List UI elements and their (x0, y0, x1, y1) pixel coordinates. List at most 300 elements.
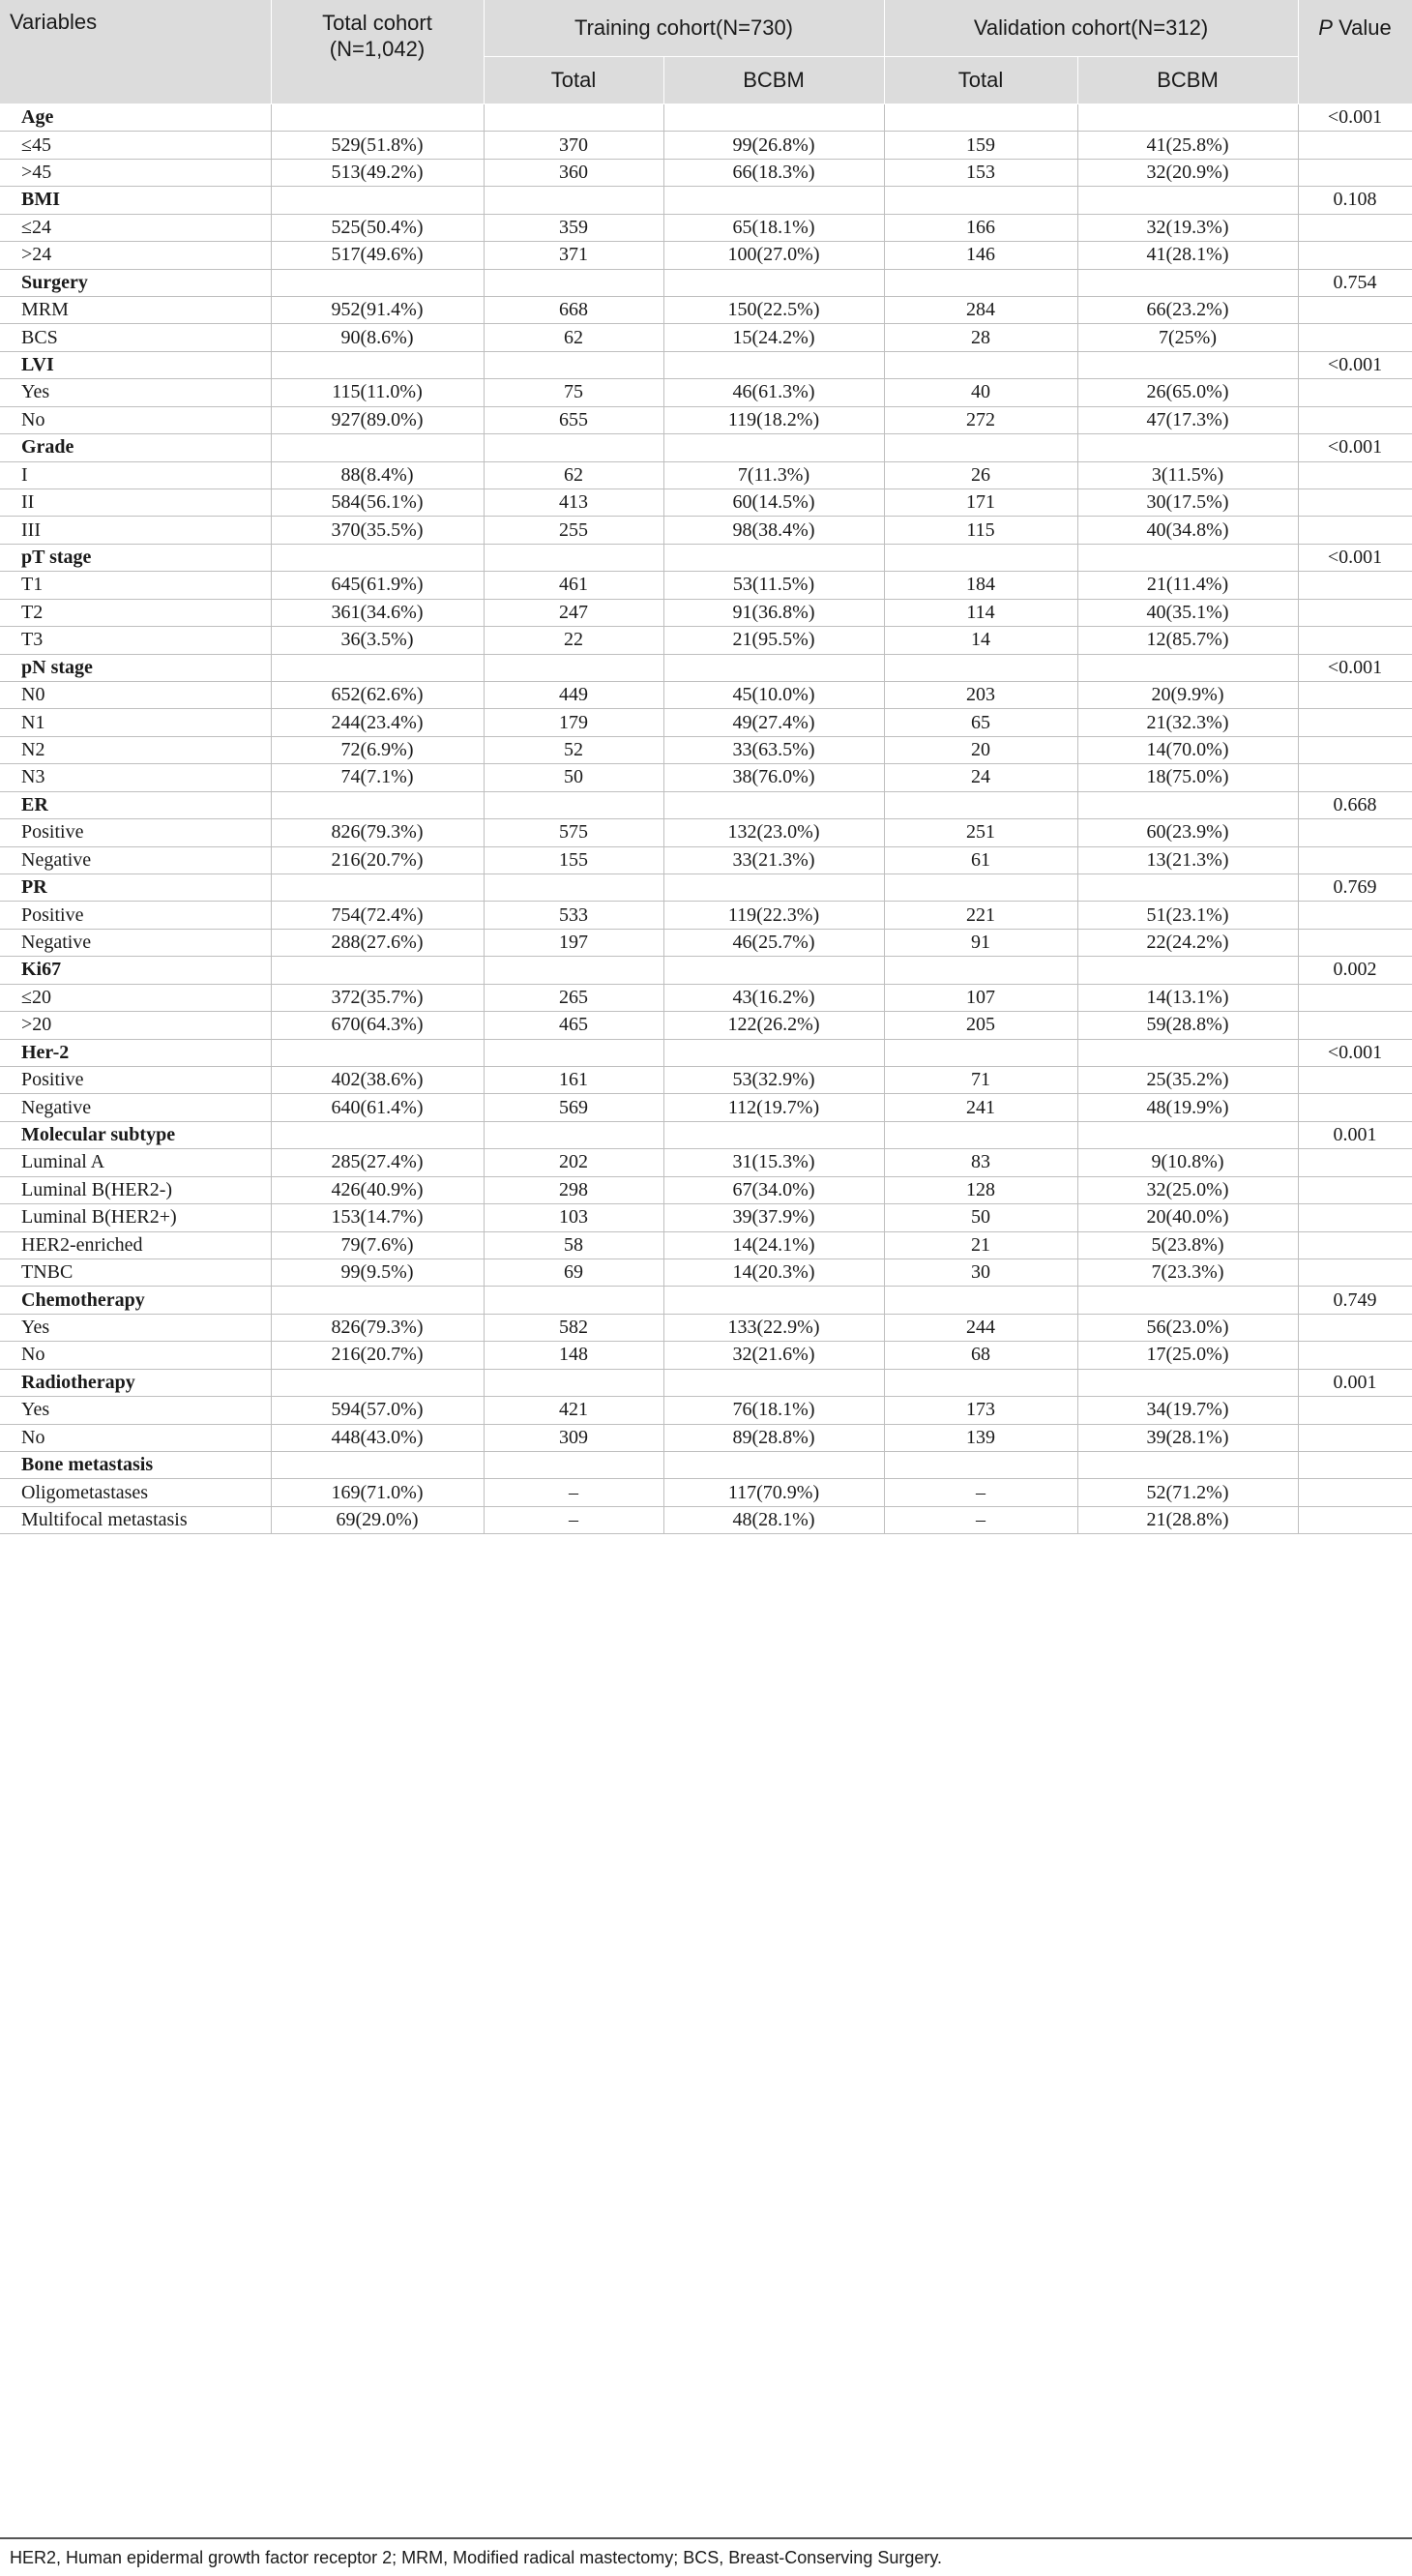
column-divider (484, 104, 485, 1534)
table-cell (884, 1040, 1077, 1066)
table-cell (1298, 1507, 1412, 1533)
table-cell (484, 1452, 663, 1478)
cell-text: 50 (971, 1206, 990, 1229)
cell-text: 74(7.1%) (340, 766, 414, 788)
cell-text: 50 (564, 766, 583, 788)
table-cell (663, 489, 884, 516)
cell-text: 203 (966, 684, 995, 706)
table-cell (1298, 297, 1412, 323)
cell-text: Positive (21, 1069, 84, 1091)
table-cell (663, 407, 884, 433)
table-cell (1077, 518, 1298, 544)
table-cell (884, 545, 1077, 571)
cell-text: 26 (971, 463, 990, 486)
table-row (0, 1232, 1412, 1259)
header-total-cohort (271, 0, 484, 104)
table-row (0, 1204, 1412, 1231)
table-cell (884, 187, 1077, 213)
header-training-cohort-text: Training cohort(N=730) (574, 15, 793, 40)
table-cell (884, 1425, 1077, 1451)
table-cell (271, 600, 484, 626)
table-cell (1298, 1342, 1412, 1368)
cell-text: 62 (564, 463, 583, 486)
table-row (0, 1012, 1412, 1039)
table-cell (884, 407, 1077, 433)
table-cell (663, 242, 884, 268)
header-validation-cohort-text: Validation cohort(N=312) (973, 15, 1209, 40)
table-cell (484, 1315, 663, 1341)
table-cell (0, 1095, 271, 1121)
table-cell (663, 434, 884, 460)
cell-text: 66(18.3%) (732, 162, 815, 184)
header-divider (484, 0, 485, 104)
cell-text: 155 (559, 848, 588, 871)
table-cell (0, 819, 271, 845)
cell-text: 39(37.9%) (732, 1206, 815, 1229)
table-cell (1298, 215, 1412, 241)
cell-text: <0.001 (1327, 436, 1383, 459)
table-cell (271, 1480, 484, 1506)
cell-text: 99(26.8%) (732, 133, 815, 156)
table-cell (0, 655, 271, 681)
cell-text: 927(89.0%) (331, 408, 424, 430)
cell-text: N1 (21, 711, 45, 733)
table-cell (484, 352, 663, 378)
table-cell (1298, 1370, 1412, 1396)
table-row (0, 1259, 1412, 1287)
cell-text: 161 (559, 1069, 588, 1091)
table-cell (1077, 682, 1298, 708)
table-cell (0, 1149, 271, 1175)
cell-text: 0.749 (1333, 1288, 1377, 1311)
header-divider (1298, 0, 1299, 104)
cell-text: ≤45 (21, 133, 51, 156)
cell-text: 652(62.6%) (331, 684, 424, 706)
cell-text: – (976, 1509, 985, 1531)
table-cell (884, 682, 1077, 708)
table-cell (1298, 874, 1412, 901)
table-cell (1077, 764, 1298, 790)
table-cell (0, 627, 271, 653)
table-cell (1077, 132, 1298, 158)
table-cell (1298, 1315, 1412, 1341)
table-cell (1077, 104, 1298, 131)
table-cell (271, 1149, 484, 1175)
table-cell (884, 1288, 1077, 1314)
table-section-row (0, 1452, 1412, 1479)
cell-text: pT stage (21, 547, 92, 569)
cell-text: No (21, 1344, 45, 1366)
table-cell (1077, 1177, 1298, 1203)
table-section-row (0, 1040, 1412, 1067)
table-row (0, 985, 1412, 1012)
table-cell (271, 242, 484, 268)
table-cell (1298, 847, 1412, 873)
cell-text: 513(49.2%) (331, 162, 424, 184)
table-cell (663, 1232, 884, 1258)
table-cell (1077, 270, 1298, 296)
table-cell (1077, 1397, 1298, 1423)
table-cell (484, 1067, 663, 1093)
cell-text: 645(61.9%) (331, 574, 424, 596)
cell-text: N0 (21, 684, 45, 706)
cell-text: 22(24.2%) (1146, 932, 1229, 954)
header-validation-total (884, 57, 1077, 104)
table-row (0, 627, 1412, 654)
header-training-bcbm-text: BCBM (743, 68, 805, 92)
cell-text: 166 (966, 216, 995, 238)
table-cell (484, 819, 663, 845)
table-cell (663, 792, 884, 818)
table-cell (884, 379, 1077, 405)
cell-text: 153 (966, 162, 995, 184)
table-cell (271, 985, 484, 1011)
cell-text: 184 (966, 574, 995, 596)
table-cell (0, 297, 271, 323)
table-cell (884, 1232, 1077, 1258)
table-cell (1298, 1067, 1412, 1093)
table-row (0, 1342, 1412, 1369)
cell-text: 0.108 (1333, 189, 1377, 211)
header-p-rest: Value (1332, 15, 1392, 40)
table-cell (271, 132, 484, 158)
cell-text: Luminal B(HER2+) (21, 1206, 177, 1229)
cell-text: 53(32.9%) (732, 1069, 815, 1091)
table-cell (271, 297, 484, 323)
header-validation-bcbm (1077, 57, 1298, 104)
table-row (0, 160, 1412, 187)
table-cell (663, 764, 884, 790)
cell-text: 49(27.4%) (732, 711, 815, 733)
cell-text: Oligometastases (21, 1481, 149, 1503)
table-cell (663, 1507, 884, 1533)
table-cell (484, 627, 663, 653)
table-cell (484, 1288, 663, 1314)
table-cell (1298, 1012, 1412, 1038)
table-cell (0, 1480, 271, 1506)
table-cell (663, 1342, 884, 1368)
header-training-bcbm (663, 57, 884, 104)
cell-text: 173 (966, 1399, 995, 1421)
cell-text: 146 (966, 244, 995, 266)
table-cell (0, 903, 271, 929)
cell-text: N2 (21, 739, 45, 761)
cell-text: 288(27.6%) (331, 932, 424, 954)
table-cell (271, 1425, 484, 1451)
table-cell (1077, 1095, 1298, 1121)
table-section-row (0, 957, 1412, 984)
cell-text: 71 (971, 1069, 990, 1091)
cell-text: 25(35.2%) (1146, 1069, 1229, 1091)
cell-text: 14(24.1%) (732, 1233, 815, 1256)
cell-text: 150(22.5%) (727, 299, 820, 321)
table-cell (484, 242, 663, 268)
cell-text: 41(25.8%) (1146, 133, 1229, 156)
table-cell (1077, 1122, 1298, 1148)
header-p-value (1298, 0, 1412, 56)
cell-text: 582 (559, 1317, 588, 1339)
table-cell (484, 847, 663, 873)
table-cell (484, 764, 663, 790)
table-cell (1298, 545, 1412, 571)
table-cell (271, 1507, 484, 1533)
cell-text: 32(25.0%) (1146, 1178, 1229, 1200)
cell-text: Age (21, 106, 54, 129)
table-cell (663, 737, 884, 763)
cell-text: 216(20.7%) (331, 1344, 424, 1366)
table-row (0, 132, 1412, 159)
cell-text: 584(56.1%) (331, 491, 424, 514)
table-cell (1077, 462, 1298, 489)
cell-text: Bone metastasis (21, 1454, 154, 1476)
header-divider (271, 0, 272, 104)
table-cell (484, 1342, 663, 1368)
cell-text: 670(64.3%) (331, 1014, 424, 1036)
table-cell (0, 352, 271, 378)
table-cell (1298, 572, 1412, 598)
table-cell (884, 1095, 1077, 1121)
table-row (0, 737, 1412, 764)
table-cell (884, 600, 1077, 626)
table-cell (271, 104, 484, 131)
cell-text: – (569, 1481, 578, 1503)
cell-text: 46(61.3%) (732, 381, 815, 403)
cell-text: 449 (559, 684, 588, 706)
table-cell (884, 957, 1077, 983)
table-cell (1298, 187, 1412, 213)
cell-text: 197 (559, 932, 588, 954)
cell-text: 117(70.9%) (727, 1481, 820, 1503)
table-cell (1298, 1452, 1412, 1478)
table-cell (663, 379, 884, 405)
table-cell (484, 572, 663, 598)
cell-text: 569 (559, 1096, 588, 1118)
table-cell (484, 270, 663, 296)
table-cell (1298, 160, 1412, 186)
table-cell (663, 545, 884, 571)
cell-text: Yes (21, 1399, 50, 1421)
header-variables-text: Variables (10, 10, 98, 34)
column-divider (663, 104, 664, 1534)
table-cell (0, 957, 271, 983)
cell-text: 72(6.9%) (340, 739, 414, 761)
table-cell (884, 324, 1077, 350)
table-row (0, 462, 1412, 489)
table-cell (1077, 903, 1298, 929)
table-cell (271, 710, 484, 736)
cell-text: 244(23.4%) (331, 711, 424, 733)
table-row (0, 1425, 1412, 1452)
cell-text: 421 (559, 1399, 588, 1421)
table-cell (884, 1480, 1077, 1506)
cell-text: 115 (966, 518, 995, 541)
table-cell (484, 1122, 663, 1148)
cell-text: MRM (21, 299, 69, 321)
cell-text: 13(21.3%) (1146, 848, 1229, 871)
cell-text: 244 (966, 1317, 995, 1339)
table-cell (663, 215, 884, 241)
table-row (0, 1480, 1412, 1507)
table-cell (484, 215, 663, 241)
table-cell (663, 1149, 884, 1175)
table-cell (484, 1177, 663, 1203)
table-cell (1298, 1177, 1412, 1203)
table-cell (0, 434, 271, 460)
table-cell (484, 874, 663, 901)
table-section-row (0, 270, 1412, 297)
cell-text: 272 (966, 408, 995, 430)
cell-text: 413 (559, 491, 588, 514)
cell-text: 17(25.0%) (1146, 1344, 1229, 1366)
table-cell (663, 1288, 884, 1314)
cell-text: HER2-enriched (21, 1233, 143, 1256)
table-cell (0, 1040, 271, 1066)
cell-text: – (569, 1509, 578, 1531)
cell-text: 216(20.7%) (331, 848, 424, 871)
cell-text: 171 (966, 491, 995, 514)
cell-text: 61 (971, 848, 990, 871)
table-row (0, 600, 1412, 627)
cell-text: 62 (564, 326, 583, 348)
cell-text: 298 (559, 1178, 588, 1200)
cell-text: 202 (559, 1151, 588, 1173)
table-cell (271, 215, 484, 241)
table-cell (484, 379, 663, 405)
table-cell (0, 764, 271, 790)
table-cell (884, 1012, 1077, 1038)
table-cell (884, 819, 1077, 845)
table-cell (1077, 1012, 1298, 1038)
table-cell (663, 819, 884, 845)
cell-text: 128 (966, 1178, 995, 1200)
table-cell (663, 1480, 884, 1506)
cell-text: I (21, 463, 28, 486)
cell-text: 241 (966, 1096, 995, 1118)
table-cell (1077, 874, 1298, 901)
table-cell (484, 1232, 663, 1258)
table-cell (1298, 1425, 1412, 1451)
cell-text: Luminal B(HER2-) (21, 1178, 173, 1200)
cell-text: 372(35.7%) (331, 986, 424, 1008)
table-section-row (0, 187, 1412, 214)
table-cell (271, 764, 484, 790)
table-cell (884, 985, 1077, 1011)
table-cell (271, 655, 484, 681)
cell-text: <0.001 (1327, 1041, 1383, 1063)
table-cell (0, 985, 271, 1011)
table-cell (1077, 489, 1298, 516)
table-cell (271, 545, 484, 571)
table-row (0, 1067, 1412, 1094)
table-bottom-rule (0, 2537, 1412, 2539)
cell-text: 32(19.3%) (1146, 216, 1229, 238)
table-cell (484, 682, 663, 708)
cell-text: 594(57.0%) (331, 1399, 424, 1421)
cell-text: 0.769 (1333, 876, 1377, 899)
table-cell (0, 1232, 271, 1258)
table-cell (1077, 819, 1298, 845)
table-cell (1298, 792, 1412, 818)
table-cell (663, 1012, 884, 1038)
cell-text: pN stage (21, 656, 93, 678)
table-row (0, 1177, 1412, 1204)
table-row (0, 1397, 1412, 1424)
cell-text: 119(22.3%) (727, 903, 820, 926)
cell-text: 40(34.8%) (1146, 518, 1229, 541)
cell-text: <0.001 (1327, 354, 1383, 376)
table-cell (484, 710, 663, 736)
table-header (0, 0, 1412, 104)
table-cell (1298, 957, 1412, 983)
cell-text: 14(20.3%) (732, 1261, 815, 1284)
table-cell (0, 1507, 271, 1533)
table-row (0, 1149, 1412, 1176)
table-cell (271, 407, 484, 433)
table-cell (484, 655, 663, 681)
table-row (0, 242, 1412, 269)
table-cell (1298, 710, 1412, 736)
cell-text: 75 (564, 381, 583, 403)
table-cell (1298, 407, 1412, 433)
cell-text: 24 (971, 766, 990, 788)
table-section-row (0, 434, 1412, 461)
cell-text: 122(26.2%) (727, 1014, 820, 1036)
table-cell (0, 379, 271, 405)
header-divider (1077, 57, 1078, 104)
table-cell (271, 160, 484, 186)
cell-text: <0.001 (1327, 656, 1383, 678)
table-cell (484, 737, 663, 763)
header-validation-cohort (884, 0, 1298, 56)
table-cell (0, 132, 271, 158)
table-cell (1077, 1040, 1298, 1066)
table-cell (663, 297, 884, 323)
table-cell (884, 297, 1077, 323)
table-cell (484, 1095, 663, 1121)
cell-text: 67(34.0%) (732, 1178, 815, 1200)
table-cell (884, 1259, 1077, 1286)
table-row (0, 710, 1412, 737)
table-cell (663, 1067, 884, 1093)
cell-text: <0.001 (1327, 106, 1383, 129)
cell-text: 20(40.0%) (1146, 1206, 1229, 1229)
table-cell (1077, 407, 1298, 433)
table-cell (663, 518, 884, 544)
table-cell (663, 324, 884, 350)
cell-text: Radiotherapy (21, 1371, 135, 1393)
table-cell (663, 187, 884, 213)
table-cell (484, 1425, 663, 1451)
table-row (0, 489, 1412, 517)
table-cell (0, 242, 271, 268)
cell-text: 309 (559, 1426, 588, 1448)
cell-text: Yes (21, 1317, 50, 1339)
table-cell (0, 1177, 271, 1203)
table-cell (1298, 903, 1412, 929)
cell-text: 14(70.0%) (1146, 739, 1229, 761)
table-cell (1298, 1480, 1412, 1506)
table-cell (0, 215, 271, 241)
table-cell (271, 434, 484, 460)
table-cell (484, 1480, 663, 1506)
cell-text: 0.001 (1333, 1124, 1377, 1146)
table-cell (271, 1067, 484, 1093)
cell-text: 22 (564, 629, 583, 651)
table-cell (0, 324, 271, 350)
cell-text: 370 (559, 133, 588, 156)
table-cell (663, 352, 884, 378)
table-row (0, 764, 1412, 791)
